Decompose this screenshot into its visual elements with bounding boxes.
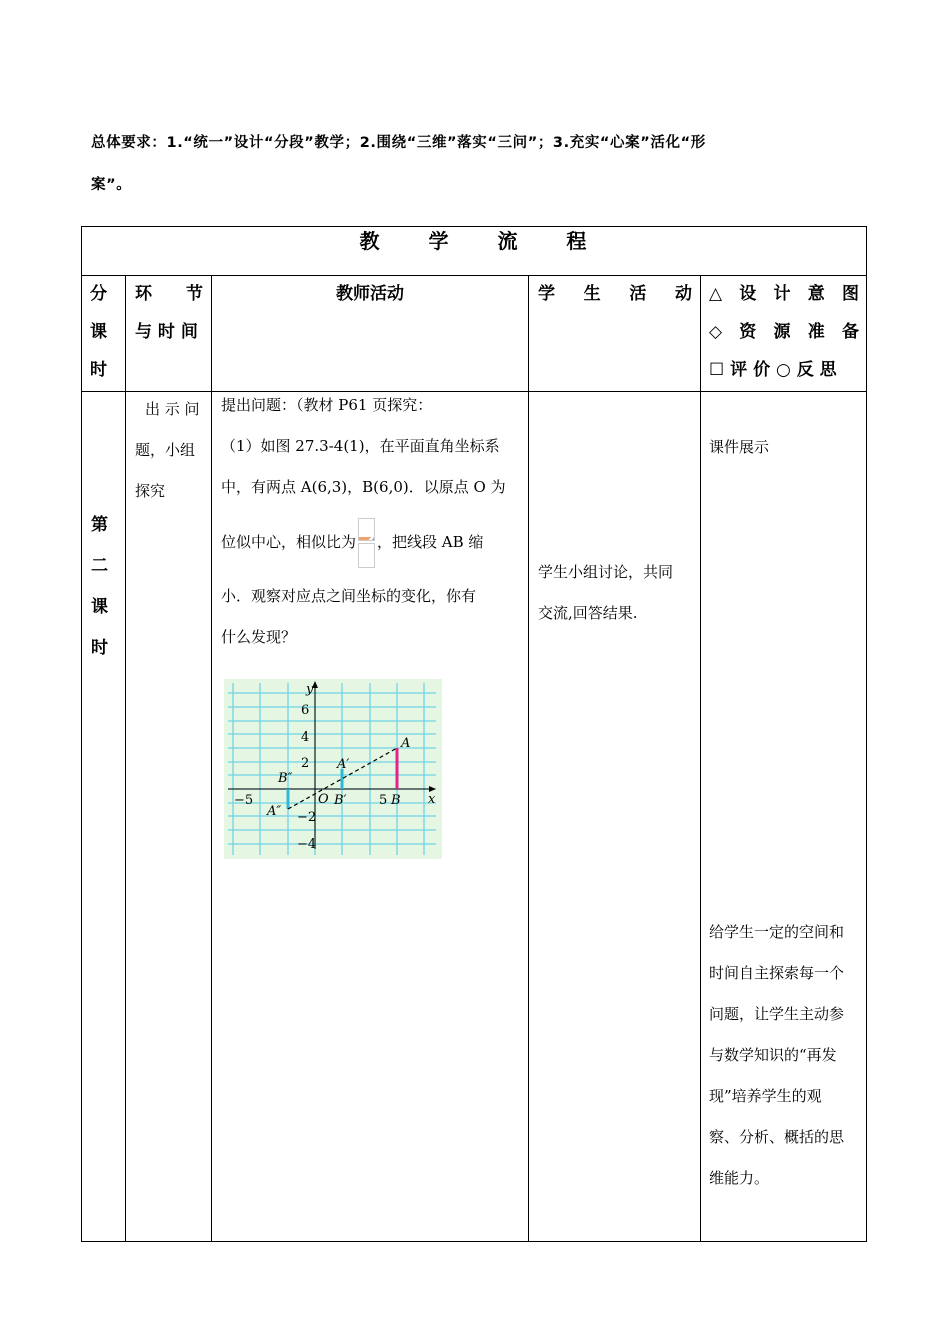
y-axis-label: y (306, 682, 314, 697)
header-stage: 环 节 与 时 间 (135, 284, 203, 342)
rule-v1 (125, 275, 126, 1241)
figure-background (224, 679, 442, 859)
point-a1-label: A′ (337, 757, 350, 772)
header-design-intent: △ 设 计 意 图 ◇ 资 源 准 备 ☐ 评 价 ○ 反 思 (709, 284, 859, 380)
y-tick-4: 4 (301, 730, 310, 745)
teacher-line-2: （1）如图 27.3-4(1)，在平面直角坐标系 (221, 437, 500, 455)
point-b2-label: B″ (278, 771, 293, 786)
y-tick-2: 2 (301, 756, 310, 771)
teaching-flow-table (81, 226, 867, 1242)
point-a2-label: A″ (267, 804, 282, 819)
x-tick-5: 5 (379, 793, 388, 808)
requirements-line-2: 案”。 (91, 177, 132, 193)
teacher-line-4: 位似中心，相似比为 ，把线段 AB 缩 (221, 508, 519, 576)
x-axis-label: x (428, 792, 436, 807)
teacher-activity-cell (221, 385, 519, 658)
period-second-lesson: 第 二 课 时 (91, 515, 108, 658)
stage-cell: 出 示 问 题，小组 探究 (135, 400, 200, 500)
design-intent-cell: 给学生一定的空间和 时间自主探索每一个 问题，让学生主动参 与数学知识的“再发 现”培养学生的观 察、分析、概括的思 维能力。 (709, 923, 845, 1187)
design-top-cell: 课件展示 (709, 438, 770, 456)
origin-label: O (318, 792, 329, 807)
y-tick-neg4: −4 (297, 837, 317, 852)
y-tick-neg2: −2 (297, 810, 317, 825)
teacher-line-1: 提出问题：（教材 P61 页探究： (221, 396, 433, 414)
teacher-line-3: 中，有两点 A(6,3)，B(6,0)．以原点 O 为 (221, 478, 506, 496)
header-period: 分 课 时 (90, 284, 107, 380)
rule-v2 (211, 275, 212, 1241)
ratio-fraction-image (358, 518, 375, 568)
rule-v3 (528, 275, 529, 1241)
teacher-line-6: 什么发现？ (221, 628, 297, 646)
header-student-activity: 学 生 活 动 (538, 284, 692, 304)
point-a-label: A (401, 736, 411, 751)
table-title: 教 学 流 程 (359, 229, 589, 253)
coordinate-figure (224, 679, 442, 859)
general-requirements (91, 122, 861, 206)
requirements-line-1: 总体要求：1.“统一”设计“分段”教学；2.围绕“三维”落实“三问”；3.充实“心案”活化“形 (91, 135, 706, 151)
student-activity-cell: 学生小组讨论，共同 交流,回答结果. (538, 563, 674, 622)
rule-v4 (700, 275, 701, 1241)
point-b1-label: B′ (334, 793, 347, 808)
header-teacher-activity: 教师活动 (336, 284, 404, 304)
x-tick-neg5: −5 (234, 793, 254, 808)
point-b-label: B (391, 793, 401, 808)
teacher-line-5: 小．观察对应点之间坐标的变化，你有 (221, 587, 477, 605)
y-tick-6: 6 (301, 703, 310, 718)
